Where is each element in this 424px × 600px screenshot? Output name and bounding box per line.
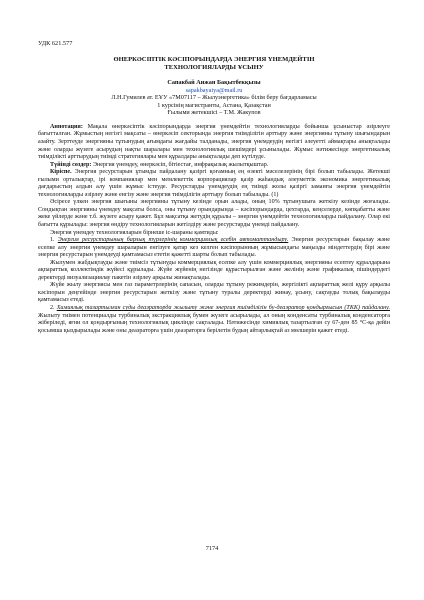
list-item-2 <box>38 305 390 335</box>
title-line-1: ӨНЕРКӘСІПТІК КӘСІПОРЫНДАРДА ЭНЕРГИЯ ҮНЕМДЕЙТІН <box>113 56 315 63</box>
author-affiliation <box>38 94 390 117</box>
udk-code: УДК 621.577 <box>38 40 73 47</box>
introduction <box>38 169 390 199</box>
abstract <box>38 124 390 162</box>
list-item-1 <box>38 237 390 260</box>
author-email[interactable]: sapakbayaiya@mail.ru <box>185 86 243 94</box>
intro-text: Энергия ресурстарын ұтымды пайдалану қазіргі қоғамның ең өзекті мәселелерінің бірі болып табылады. Жетекші ғылыми орталықтар, ірі компаниялар мен мемлекеттік корпорациялар қазір жаһандық әлеуметтік экономика энергетикалық дағдарыстың алдын алу үшін жұмыс істеуде. Ресурстарды үнемдеудің ең тиімді жолы қазіргі заманғы энергия үнемдейтін технологияларды әзірлеу және енгізу және энергия тиімділігін арттыру болып табылады. (1) <box>38 169 390 198</box>
body-paragraph: Әсіресе үлкен энергия шығыны энергияны тұтыну кезінде орын алады, оның 10% тұтынушыға жеткізу кезінде жоғалады. Сондықтан энергияны үнемдеу мақсаты болса, оны тұтыну орындарында – кәсіпорындарда, цехтарда, кеңселерде, көпқабатты және жеке үйлерде және т.б. жүзеге асыру қажет. Бұл мақсатқа жетудің құралы – энергия үнемдейтін технологияларды пайдалану. Олар екі бағытта құрылады: энергия өндіру технологияларын жетілдіру және ресурстарды үнемді пайдалану. <box>38 199 390 229</box>
list-item-2-lead: 2. <box>50 305 57 312</box>
affiliation-line-2: 1 курсінің магистранты, Астана, Қазақстан <box>157 101 271 109</box>
abstract-text: Мақала өнеркәсіптік кәсіпорындарда энергия үнемдейтін технологияларды бойынша ұсыныстар әзірлеуге бағытталған. Жұмыстың негізгі мақсаты – өнеркәсіп секторында энергия тиімділігін арттыру және энергияны тұтыну шығындарын азайту. Зерттеуде энергияны тұтынудың ағымдағы жағдайы талданады, энергия үнемдеудің негізгі әлеуетті аймақтары анықталады және оларды жүзеге асырудың нақты шаралары мен технологиялық шешімдері ұсынылады. Жұмыс нәтижесінде энергетикалық тиімділікті арттырудың тиімді стратегиялары мен құралдары анықталады деп күтілуде. <box>38 123 390 161</box>
body-paragraph: Энергия үнемдеу технологияларын бірнеше іс-шараны қамтиды: <box>50 229 219 236</box>
list-item-1-text: Энергия ресурстарын бақылау және есепке алу энергия үнемдеу шараларын енгізуге қатар кез келген кәсіпорынның жұмысындағы маңызды міндеттердің бірі және энергия ресурстарын үнемдеуді қамтамасыз ететін қажетті шарты болып табылады. <box>38 237 391 259</box>
affiliation-line-1: Л.Н.Гумилев ат. ЕҰУ «7М07117 – Жылуэнергетика» білім беру бағдарламасы <box>111 94 317 102</box>
keywords-text: Энергия үнемдеу, өнеркәсіп, бітіестағ, инфрақызық жылытқыштар. <box>91 161 269 168</box>
paper-title <box>38 56 390 72</box>
list-item-2-title: Химиялық тазартылған суды деаэраторда жылыту және энергия тиімділігін бу-деаэратор қондырғысын (ТКК) пайдалану. <box>56 305 390 312</box>
keywords-label: Түйінді сөздер: <box>50 161 92 168</box>
author-name: Сапакбай Аижан Бақытбекқызы <box>167 79 261 87</box>
body-paragraph: Жүйе жылу энергиясы мен газ параметрлерінің сапасын, оларды тұтыну режимдерін, жергілікті ақпараттық желі құру арқылы кәсіпорын деңгейінде энергия ресурстарын жеткізу және тұтыну туралы деректерді жинау, ұсыну, сақтауды толық бақылауды қамтамасыз етеді. <box>38 282 390 304</box>
title-line-2: ТЕХНОЛОГИЯЛАРДЫ ҰСЫНУ <box>164 64 264 72</box>
list-item-1-title: Энергия ресурстарының барлық түрлерінің коммерциялық есебін автоматтандыру. <box>57 237 289 244</box>
body-paragraph: Жылумен жабдықтауды және тиімсіз тұтынуды коммерциялық есепке алу үшін коммерциялық энергияны есептеу құралдарына ақпараттық коллектімдік жүйесі құрылады. Жүйе жүйенің негізінде құрастырылған және желінің және графикалық пішіндердегі деректерді визуализациялау пакетін әзірлеу арқылы жинақталады. <box>38 259 390 281</box>
list-item-2-text: Жылыту тиімен потенциалды турбиналық экстракциялық бумен жүзеге асырылады, ал оның конденсаты турбиналық конденсаторға жіберіледі, яғни ол қондырғының технологиялық циклінде сақталады. Нәтижесінде химиялық тазартылған су 67-ден 85 °С-қа дейін қосымша қыздырылады және оны деаэраторға үшін деаэраторға берілетін будың айтарлықтай аз мөлшерін қажет етеді. <box>38 312 390 334</box>
intro-label: Кіріспе. <box>50 169 72 176</box>
list-item-1-lead: 1. <box>50 237 58 244</box>
affiliation-line-3: Ғылыми жетекшісі – Т.М. Жакупов <box>167 109 261 117</box>
page-number: 7174 <box>205 545 219 552</box>
abstract-label: Аннотация: <box>50 123 83 130</box>
